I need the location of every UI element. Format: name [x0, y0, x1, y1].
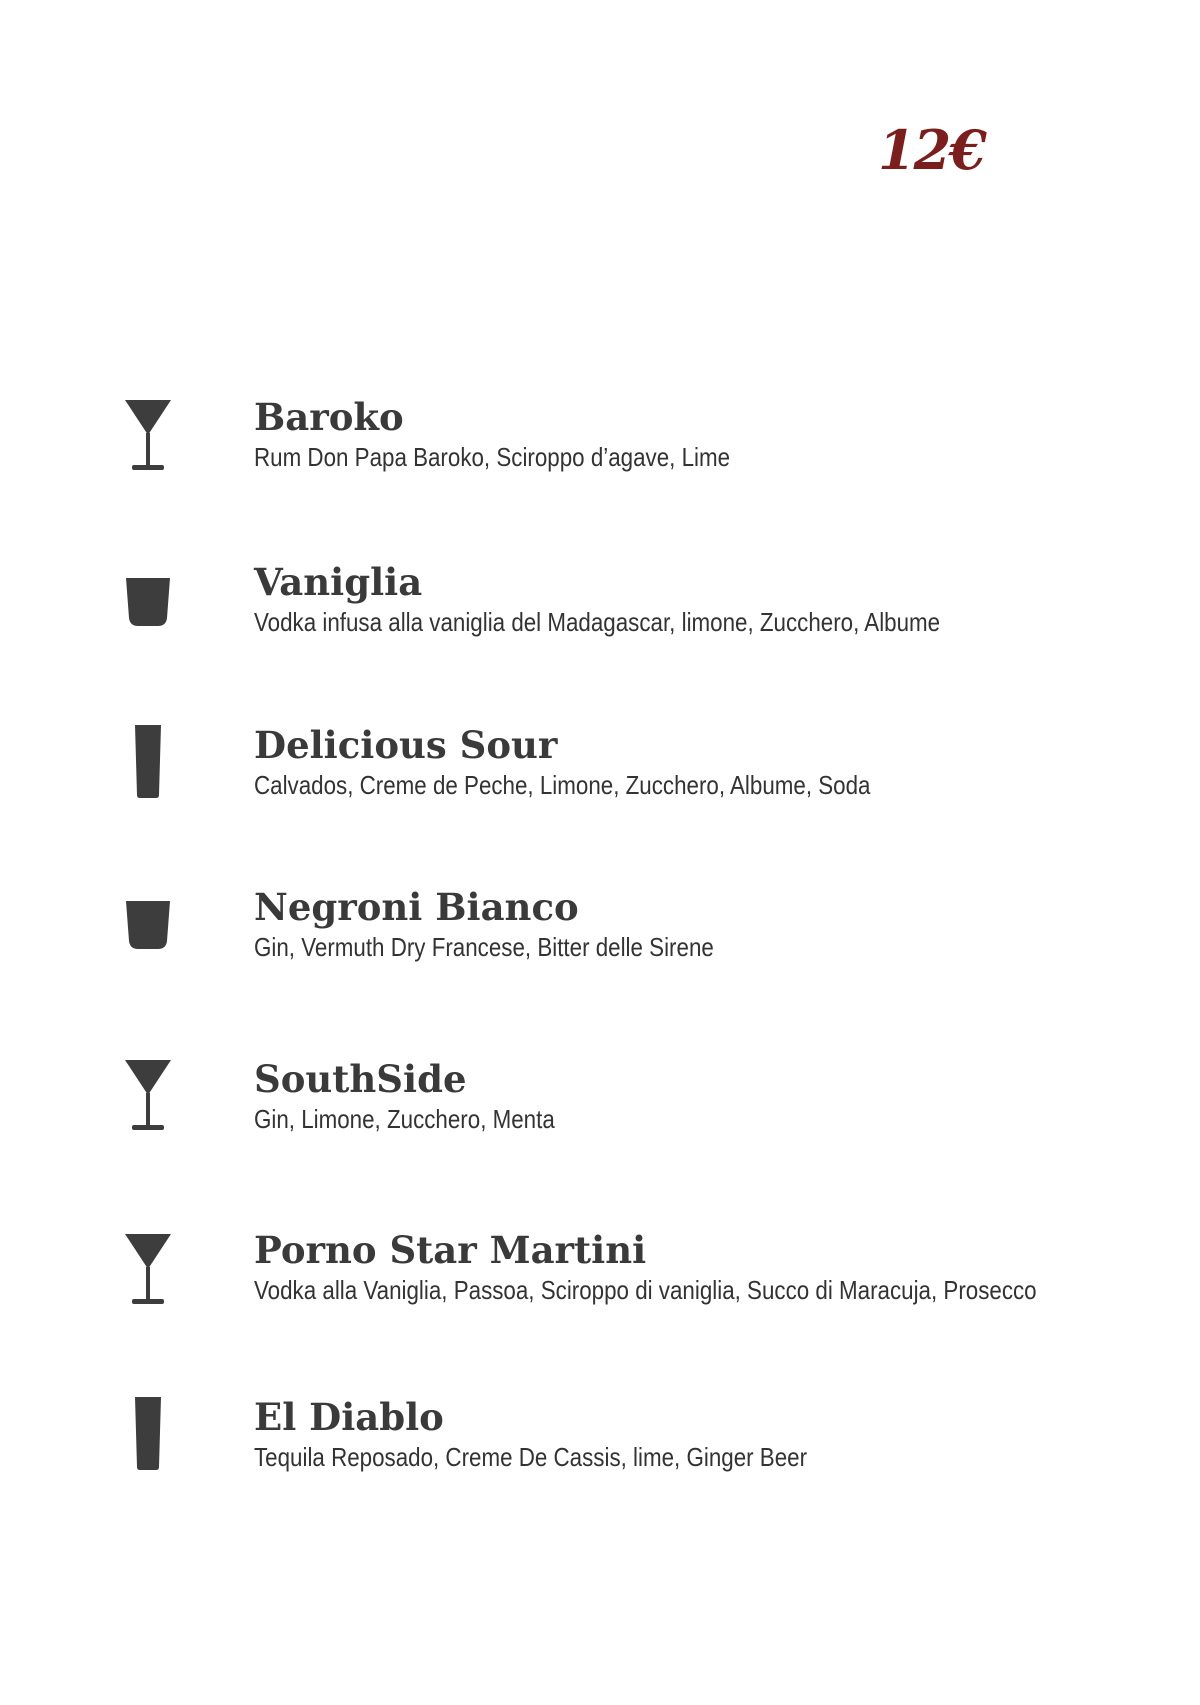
- martini-glass-icon: [118, 1231, 178, 1311]
- item-name: Negroni Bianco: [254, 885, 579, 929]
- highball-glass-icon: [118, 723, 178, 803]
- item-name: Delicious Sour: [254, 723, 558, 767]
- martini-glass-icon: [118, 397, 178, 477]
- item-name: SouthSide: [254, 1057, 467, 1101]
- item-description: Tequila Reposado, Creme De Cassis, lime, Ginger Beer: [254, 1442, 808, 1472]
- rocks-glass-icon: [118, 895, 178, 975]
- item-name: Baroko: [254, 395, 404, 439]
- item-name: El Diablo: [254, 1395, 444, 1439]
- highball-glass-icon: [118, 1395, 178, 1475]
- item-description: Rum Don Papa Baroko, Sciroppo d’agave, Lime: [254, 442, 731, 472]
- rocks-glass-icon: [118, 572, 178, 652]
- price-label: 12€: [878, 118, 985, 182]
- item-description: Gin, Vermuth Dry Francese, Bitter delle Sirene: [254, 932, 714, 962]
- item-description: Gin, Limone, Zucchero, Menta: [254, 1104, 555, 1134]
- item-name: Porno Star Martini: [254, 1228, 647, 1272]
- item-description: Vodka alla Vaniglia, Passoa, Sciroppo di vaniglia, Succo di Maracuja, Prosecco: [254, 1275, 1037, 1305]
- item-name: Vaniglia: [254, 560, 423, 604]
- martini-glass-icon: [118, 1057, 178, 1137]
- item-description: Vodka infusa alla vaniglia del Madagascar, limone, Zucchero, Albume: [254, 607, 941, 637]
- item-description: Calvados, Creme de Peche, Limone, Zucchero, Albume, Soda: [254, 770, 871, 800]
